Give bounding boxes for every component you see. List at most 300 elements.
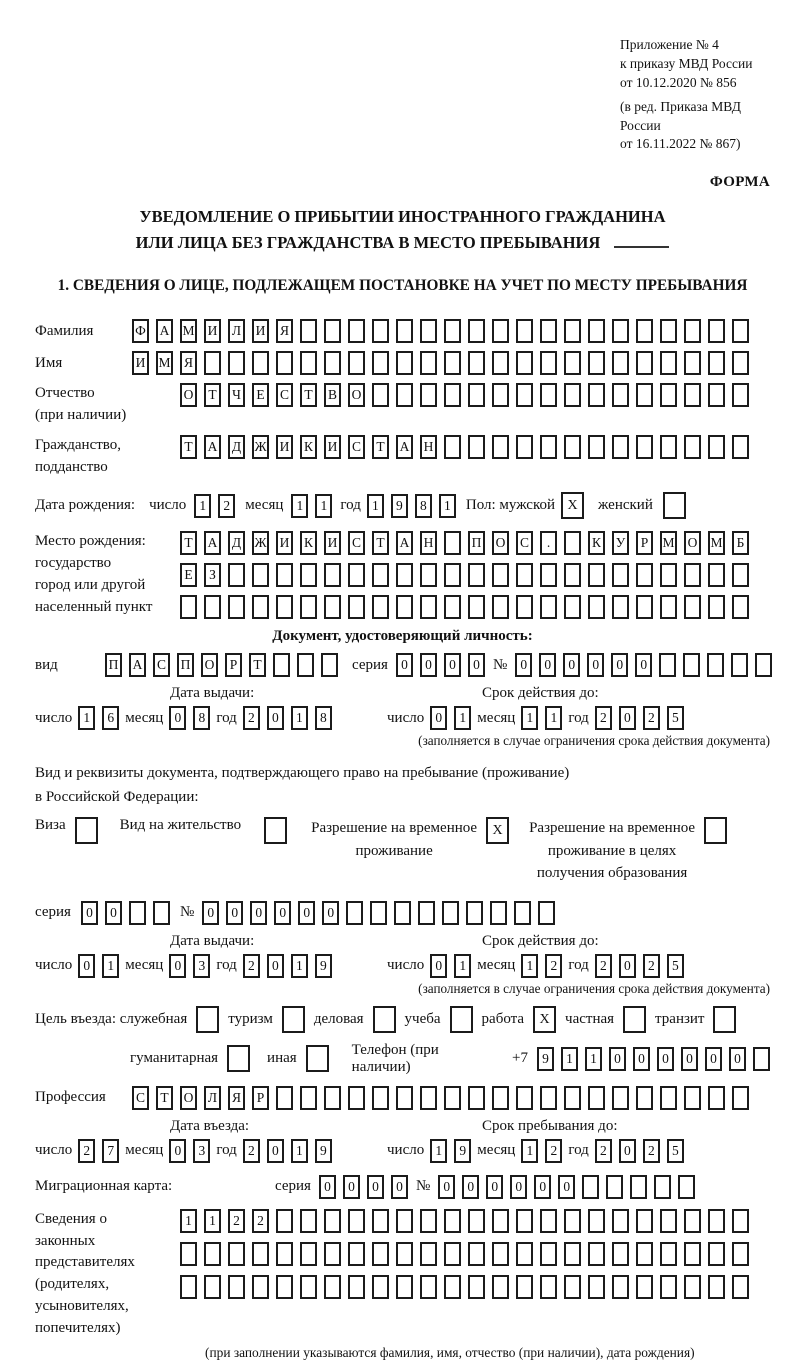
- char-cell[interactable]: [276, 1209, 293, 1233]
- char-cell[interactable]: [468, 1209, 485, 1233]
- char-cell[interactable]: 2: [78, 1139, 95, 1163]
- doc-issue-month-field[interactable]: [169, 706, 210, 730]
- char-cell[interactable]: 9: [454, 1139, 471, 1163]
- char-cell[interactable]: [300, 1086, 317, 1110]
- char-cell[interactable]: [564, 319, 581, 343]
- doc-issue-year-field[interactable]: [243, 706, 332, 730]
- doc-expiry-year-field[interactable]: [595, 706, 684, 730]
- char-cell[interactable]: 0: [468, 653, 485, 677]
- char-cell[interactable]: Д: [228, 531, 245, 555]
- char-cell[interactable]: [348, 1086, 365, 1110]
- char-cell[interactable]: [276, 1275, 293, 1299]
- citizenship-field[interactable]: [180, 435, 749, 459]
- char-cell[interactable]: [564, 383, 581, 407]
- gender-male-checkbox[interactable]: X: [561, 492, 584, 519]
- char-cell[interactable]: [540, 435, 557, 459]
- char-cell[interactable]: [678, 1175, 695, 1199]
- permit-number-field[interactable]: [202, 901, 555, 925]
- char-cell[interactable]: [636, 1086, 653, 1110]
- char-cell[interactable]: [418, 901, 435, 925]
- purpose-business-checkbox[interactable]: [373, 1006, 396, 1033]
- birthplace-row1-field[interactable]: [180, 531, 749, 555]
- char-cell[interactable]: [420, 351, 437, 375]
- char-cell[interactable]: [660, 563, 677, 587]
- char-cell[interactable]: 0: [169, 1139, 186, 1163]
- char-cell[interactable]: Л: [228, 319, 245, 343]
- char-cell[interactable]: А: [204, 435, 221, 459]
- char-cell[interactable]: 8: [193, 706, 210, 730]
- char-cell[interactable]: [372, 1086, 389, 1110]
- purpose-transit-checkbox[interactable]: [713, 1006, 736, 1033]
- char-cell[interactable]: [538, 901, 555, 925]
- char-cell[interactable]: 0: [391, 1175, 408, 1199]
- char-cell[interactable]: [204, 351, 221, 375]
- char-cell[interactable]: [732, 1275, 749, 1299]
- char-cell[interactable]: [252, 351, 269, 375]
- char-cell[interactable]: [540, 1242, 557, 1266]
- stay-day-field[interactable]: [430, 1139, 471, 1163]
- char-cell[interactable]: З: [204, 563, 221, 587]
- entry-year-field[interactable]: [243, 1139, 332, 1163]
- char-cell[interactable]: 0: [587, 653, 604, 677]
- char-cell[interactable]: К: [588, 531, 605, 555]
- char-cell[interactable]: [372, 319, 389, 343]
- char-cell[interactable]: 0: [619, 1139, 636, 1163]
- temp-permit-checkbox[interactable]: X: [486, 817, 509, 844]
- char-cell[interactable]: [612, 1242, 629, 1266]
- birth-month-field[interactable]: [291, 494, 332, 518]
- char-cell[interactable]: [228, 351, 245, 375]
- char-cell[interactable]: К: [300, 435, 317, 459]
- char-cell[interactable]: [324, 319, 341, 343]
- char-cell[interactable]: 0: [462, 1175, 479, 1199]
- char-cell[interactable]: 5: [667, 954, 684, 978]
- doc-expiry-day-field[interactable]: [430, 706, 471, 730]
- char-cell[interactable]: Ф: [132, 319, 149, 343]
- char-cell[interactable]: [540, 1209, 557, 1233]
- char-cell[interactable]: [276, 563, 293, 587]
- char-cell[interactable]: 1: [204, 1209, 221, 1233]
- char-cell[interactable]: [708, 351, 725, 375]
- char-cell[interactable]: [273, 653, 290, 677]
- char-cell[interactable]: 7: [102, 1139, 119, 1163]
- char-cell[interactable]: [732, 383, 749, 407]
- char-cell[interactable]: [372, 595, 389, 619]
- char-cell[interactable]: С: [153, 653, 170, 677]
- char-cell[interactable]: И: [276, 531, 293, 555]
- doc-expiry-month-field[interactable]: [521, 706, 562, 730]
- char-cell[interactable]: [564, 531, 581, 555]
- char-cell[interactable]: [204, 595, 221, 619]
- char-cell[interactable]: [396, 1275, 413, 1299]
- permit-issue-day-field[interactable]: [78, 954, 119, 978]
- doc-number-field[interactable]: [515, 653, 772, 677]
- char-cell[interactable]: Ж: [252, 531, 269, 555]
- char-cell[interactable]: [516, 563, 533, 587]
- char-cell[interactable]: [276, 595, 293, 619]
- stay-month-field[interactable]: [521, 1139, 562, 1163]
- char-cell[interactable]: [588, 1209, 605, 1233]
- char-cell[interactable]: Т: [249, 653, 266, 677]
- char-cell[interactable]: И: [276, 435, 293, 459]
- char-cell[interactable]: [348, 595, 365, 619]
- char-cell[interactable]: [396, 1086, 413, 1110]
- char-cell[interactable]: [468, 383, 485, 407]
- char-cell[interactable]: 9: [315, 954, 332, 978]
- char-cell[interactable]: И: [204, 319, 221, 343]
- char-cell[interactable]: 0: [609, 1047, 626, 1071]
- char-cell[interactable]: [564, 435, 581, 459]
- char-cell[interactable]: А: [204, 531, 221, 555]
- char-cell[interactable]: 8: [315, 706, 332, 730]
- purpose-study-checkbox[interactable]: [450, 1006, 473, 1033]
- char-cell[interactable]: [324, 1275, 341, 1299]
- char-cell[interactable]: 0: [611, 653, 628, 677]
- char-cell[interactable]: [660, 1242, 677, 1266]
- doc-kind-field[interactable]: [105, 653, 338, 677]
- char-cell[interactable]: Р: [636, 531, 653, 555]
- char-cell[interactable]: [708, 1275, 725, 1299]
- char-cell[interactable]: М: [660, 531, 677, 555]
- char-cell[interactable]: [321, 653, 338, 677]
- char-cell[interactable]: [636, 319, 653, 343]
- char-cell[interactable]: [588, 435, 605, 459]
- char-cell[interactable]: [252, 595, 269, 619]
- char-cell[interactable]: 3: [193, 954, 210, 978]
- char-cell[interactable]: [444, 1275, 461, 1299]
- char-cell[interactable]: [708, 1209, 725, 1233]
- char-cell[interactable]: [466, 901, 483, 925]
- char-cell[interactable]: Б: [732, 531, 749, 555]
- char-cell[interactable]: 0: [438, 1175, 455, 1199]
- char-cell[interactable]: О: [348, 383, 365, 407]
- char-cell[interactable]: [564, 1275, 581, 1299]
- char-cell[interactable]: 0: [343, 1175, 360, 1199]
- char-cell[interactable]: 1: [561, 1047, 578, 1071]
- char-cell[interactable]: [612, 595, 629, 619]
- char-cell[interactable]: [346, 901, 363, 925]
- char-cell[interactable]: Р: [225, 653, 242, 677]
- char-cell[interactable]: [636, 383, 653, 407]
- char-cell[interactable]: [372, 1209, 389, 1233]
- char-cell[interactable]: [540, 383, 557, 407]
- char-cell[interactable]: [420, 1242, 437, 1266]
- name-field[interactable]: [132, 351, 749, 375]
- char-cell[interactable]: [732, 351, 749, 375]
- permit-series-field[interactable]: [81, 901, 170, 925]
- char-cell[interactable]: [348, 319, 365, 343]
- char-cell[interactable]: [588, 595, 605, 619]
- char-cell[interactable]: 0: [396, 653, 413, 677]
- char-cell[interactable]: 1: [367, 494, 384, 518]
- char-cell[interactable]: [684, 351, 701, 375]
- char-cell[interactable]: [564, 563, 581, 587]
- char-cell[interactable]: [755, 653, 772, 677]
- char-cell[interactable]: 0: [367, 1175, 384, 1199]
- char-cell[interactable]: [540, 351, 557, 375]
- legal-reps-row2-field[interactable]: [180, 1242, 749, 1266]
- char-cell[interactable]: Д: [228, 435, 245, 459]
- char-cell[interactable]: [684, 1209, 701, 1233]
- char-cell[interactable]: Я: [228, 1086, 245, 1110]
- birth-day-field[interactable]: [194, 494, 235, 518]
- char-cell[interactable]: С: [348, 435, 365, 459]
- char-cell[interactable]: [276, 1086, 293, 1110]
- char-cell[interactable]: Ч: [228, 383, 245, 407]
- char-cell[interactable]: 0: [510, 1175, 527, 1199]
- char-cell[interactable]: 5: [667, 706, 684, 730]
- char-cell[interactable]: [564, 351, 581, 375]
- char-cell[interactable]: 0: [250, 901, 267, 925]
- char-cell[interactable]: 1: [315, 494, 332, 518]
- char-cell[interactable]: Т: [204, 383, 221, 407]
- char-cell[interactable]: 8: [415, 494, 432, 518]
- char-cell[interactable]: 1: [439, 494, 456, 518]
- char-cell[interactable]: [588, 1275, 605, 1299]
- char-cell[interactable]: [492, 1086, 509, 1110]
- char-cell[interactable]: 0: [202, 901, 219, 925]
- char-cell[interactable]: 0: [274, 901, 291, 925]
- char-cell[interactable]: О: [684, 531, 701, 555]
- char-cell[interactable]: [492, 595, 509, 619]
- char-cell[interactable]: [394, 901, 411, 925]
- char-cell[interactable]: 0: [681, 1047, 698, 1071]
- char-cell[interactable]: [468, 563, 485, 587]
- char-cell[interactable]: 2: [218, 494, 235, 518]
- char-cell[interactable]: [588, 1242, 605, 1266]
- char-cell[interactable]: [492, 1209, 509, 1233]
- purpose-other-checkbox[interactable]: [306, 1045, 329, 1072]
- legal-reps-row3-field[interactable]: [180, 1275, 749, 1299]
- char-cell[interactable]: 2: [643, 1139, 660, 1163]
- char-cell[interactable]: 3: [193, 1139, 210, 1163]
- char-cell[interactable]: [204, 1275, 221, 1299]
- entry-month-field[interactable]: [169, 1139, 210, 1163]
- phone-field[interactable]: [537, 1047, 770, 1071]
- char-cell[interactable]: [636, 595, 653, 619]
- char-cell[interactable]: 1: [454, 954, 471, 978]
- char-cell[interactable]: И: [132, 351, 149, 375]
- char-cell[interactable]: [300, 563, 317, 587]
- char-cell[interactable]: [540, 1086, 557, 1110]
- char-cell[interactable]: С: [276, 383, 293, 407]
- permit-expiry-month-field[interactable]: [521, 954, 562, 978]
- char-cell[interactable]: [636, 1275, 653, 1299]
- birth-year-field[interactable]: [367, 494, 456, 518]
- char-cell[interactable]: [636, 435, 653, 459]
- char-cell[interactable]: М: [156, 351, 173, 375]
- char-cell[interactable]: [444, 1242, 461, 1266]
- char-cell[interactable]: [540, 595, 557, 619]
- char-cell[interactable]: 0: [729, 1047, 746, 1071]
- char-cell[interactable]: [564, 1086, 581, 1110]
- char-cell[interactable]: [372, 351, 389, 375]
- char-cell[interactable]: [370, 901, 387, 925]
- char-cell[interactable]: 1: [180, 1209, 197, 1233]
- char-cell[interactable]: [660, 351, 677, 375]
- permit-expiry-year-field[interactable]: [595, 954, 684, 978]
- char-cell[interactable]: [588, 383, 605, 407]
- char-cell[interactable]: [396, 383, 413, 407]
- char-cell[interactable]: 5: [667, 1139, 684, 1163]
- char-cell[interactable]: [684, 1275, 701, 1299]
- char-cell[interactable]: О: [201, 653, 218, 677]
- char-cell[interactable]: О: [180, 383, 197, 407]
- char-cell[interactable]: .: [540, 531, 557, 555]
- char-cell[interactable]: 0: [486, 1175, 503, 1199]
- char-cell[interactable]: 6: [102, 706, 119, 730]
- char-cell[interactable]: [612, 351, 629, 375]
- char-cell[interactable]: [324, 351, 341, 375]
- char-cell[interactable]: [276, 1242, 293, 1266]
- char-cell[interactable]: [492, 319, 509, 343]
- char-cell[interactable]: 1: [78, 706, 95, 730]
- char-cell[interactable]: [129, 901, 146, 925]
- char-cell[interactable]: [636, 351, 653, 375]
- migration-series-field[interactable]: [319, 1175, 408, 1199]
- char-cell[interactable]: [731, 653, 748, 677]
- char-cell[interactable]: [444, 1086, 461, 1110]
- char-cell[interactable]: У: [612, 531, 629, 555]
- purpose-work-checkbox[interactable]: X: [533, 1006, 556, 1033]
- char-cell[interactable]: 0: [619, 706, 636, 730]
- char-cell[interactable]: 0: [444, 653, 461, 677]
- char-cell[interactable]: 1: [521, 954, 538, 978]
- char-cell[interactable]: [300, 595, 317, 619]
- char-cell[interactable]: [708, 435, 725, 459]
- char-cell[interactable]: [300, 1275, 317, 1299]
- char-cell[interactable]: [708, 563, 725, 587]
- char-cell[interactable]: 9: [537, 1047, 554, 1071]
- char-cell[interactable]: [516, 351, 533, 375]
- char-cell[interactable]: 0: [539, 653, 556, 677]
- char-cell[interactable]: [372, 1275, 389, 1299]
- char-cell[interactable]: [732, 435, 749, 459]
- char-cell[interactable]: 0: [267, 706, 284, 730]
- char-cell[interactable]: 0: [226, 901, 243, 925]
- char-cell[interactable]: 2: [595, 706, 612, 730]
- char-cell[interactable]: М: [180, 319, 197, 343]
- char-cell[interactable]: [636, 1242, 653, 1266]
- char-cell[interactable]: [444, 563, 461, 587]
- char-cell[interactable]: [468, 319, 485, 343]
- char-cell[interactable]: [516, 595, 533, 619]
- gender-female-checkbox[interactable]: [663, 492, 686, 519]
- char-cell[interactable]: 0: [267, 1139, 284, 1163]
- char-cell[interactable]: [516, 383, 533, 407]
- char-cell[interactable]: [660, 1209, 677, 1233]
- char-cell[interactable]: [684, 595, 701, 619]
- purpose-tourism-checkbox[interactable]: [282, 1006, 305, 1033]
- char-cell[interactable]: [612, 563, 629, 587]
- char-cell[interactable]: О: [492, 531, 509, 555]
- char-cell[interactable]: [468, 1086, 485, 1110]
- char-cell[interactable]: Т: [372, 435, 389, 459]
- char-cell[interactable]: [492, 1275, 509, 1299]
- char-cell[interactable]: 9: [315, 1139, 332, 1163]
- char-cell[interactable]: [276, 351, 293, 375]
- char-cell[interactable]: [468, 595, 485, 619]
- char-cell[interactable]: 2: [595, 1139, 612, 1163]
- char-cell[interactable]: [372, 1242, 389, 1266]
- char-cell[interactable]: 0: [78, 954, 95, 978]
- char-cell[interactable]: [516, 319, 533, 343]
- char-cell[interactable]: [684, 383, 701, 407]
- char-cell[interactable]: [420, 1086, 437, 1110]
- char-cell[interactable]: Т: [156, 1086, 173, 1110]
- char-cell[interactable]: [659, 653, 676, 677]
- char-cell[interactable]: 0: [169, 706, 186, 730]
- doc-series-field[interactable]: [396, 653, 485, 677]
- permit-expiry-day-field[interactable]: [430, 954, 471, 978]
- char-cell[interactable]: П: [468, 531, 485, 555]
- char-cell[interactable]: [420, 1275, 437, 1299]
- char-cell[interactable]: [252, 1275, 269, 1299]
- char-cell[interactable]: 2: [252, 1209, 269, 1233]
- char-cell[interactable]: [228, 563, 245, 587]
- char-cell[interactable]: [348, 1242, 365, 1266]
- char-cell[interactable]: А: [396, 435, 413, 459]
- char-cell[interactable]: 2: [243, 706, 260, 730]
- char-cell[interactable]: [420, 563, 437, 587]
- char-cell[interactable]: [732, 563, 749, 587]
- char-cell[interactable]: 2: [643, 706, 660, 730]
- char-cell[interactable]: [516, 1242, 533, 1266]
- char-cell[interactable]: [348, 1209, 365, 1233]
- char-cell[interactable]: [684, 1086, 701, 1110]
- char-cell[interactable]: Л: [204, 1086, 221, 1110]
- permit-issue-month-field[interactable]: [169, 954, 210, 978]
- char-cell[interactable]: 0: [657, 1047, 674, 1071]
- char-cell[interactable]: 1: [291, 954, 308, 978]
- char-cell[interactable]: [396, 1209, 413, 1233]
- char-cell[interactable]: [444, 435, 461, 459]
- char-cell[interactable]: [660, 383, 677, 407]
- char-cell[interactable]: Е: [180, 563, 197, 587]
- visa-checkbox[interactable]: [75, 817, 98, 844]
- char-cell[interactable]: 1: [194, 494, 211, 518]
- char-cell[interactable]: [636, 563, 653, 587]
- char-cell[interactable]: [228, 595, 245, 619]
- char-cell[interactable]: И: [324, 531, 341, 555]
- char-cell[interactable]: П: [105, 653, 122, 677]
- char-cell[interactable]: [444, 1209, 461, 1233]
- char-cell[interactable]: 2: [243, 954, 260, 978]
- char-cell[interactable]: А: [129, 653, 146, 677]
- char-cell[interactable]: 0: [298, 901, 315, 925]
- char-cell[interactable]: [708, 319, 725, 343]
- char-cell[interactable]: [492, 1242, 509, 1266]
- char-cell[interactable]: В: [324, 383, 341, 407]
- profession-field[interactable]: [132, 1086, 749, 1110]
- char-cell[interactable]: [180, 1242, 197, 1266]
- char-cell[interactable]: [708, 1086, 725, 1110]
- char-cell[interactable]: [516, 1086, 533, 1110]
- char-cell[interactable]: 0: [105, 901, 122, 925]
- char-cell[interactable]: [516, 1275, 533, 1299]
- char-cell[interactable]: 1: [545, 706, 562, 730]
- char-cell[interactable]: [300, 1209, 317, 1233]
- char-cell[interactable]: [564, 595, 581, 619]
- char-cell[interactable]: 0: [635, 653, 652, 677]
- char-cell[interactable]: [324, 563, 341, 587]
- char-cell[interactable]: 0: [705, 1047, 722, 1071]
- char-cell[interactable]: [707, 653, 724, 677]
- char-cell[interactable]: [540, 563, 557, 587]
- char-cell[interactable]: 0: [563, 653, 580, 677]
- char-cell[interactable]: [684, 563, 701, 587]
- char-cell[interactable]: [516, 1209, 533, 1233]
